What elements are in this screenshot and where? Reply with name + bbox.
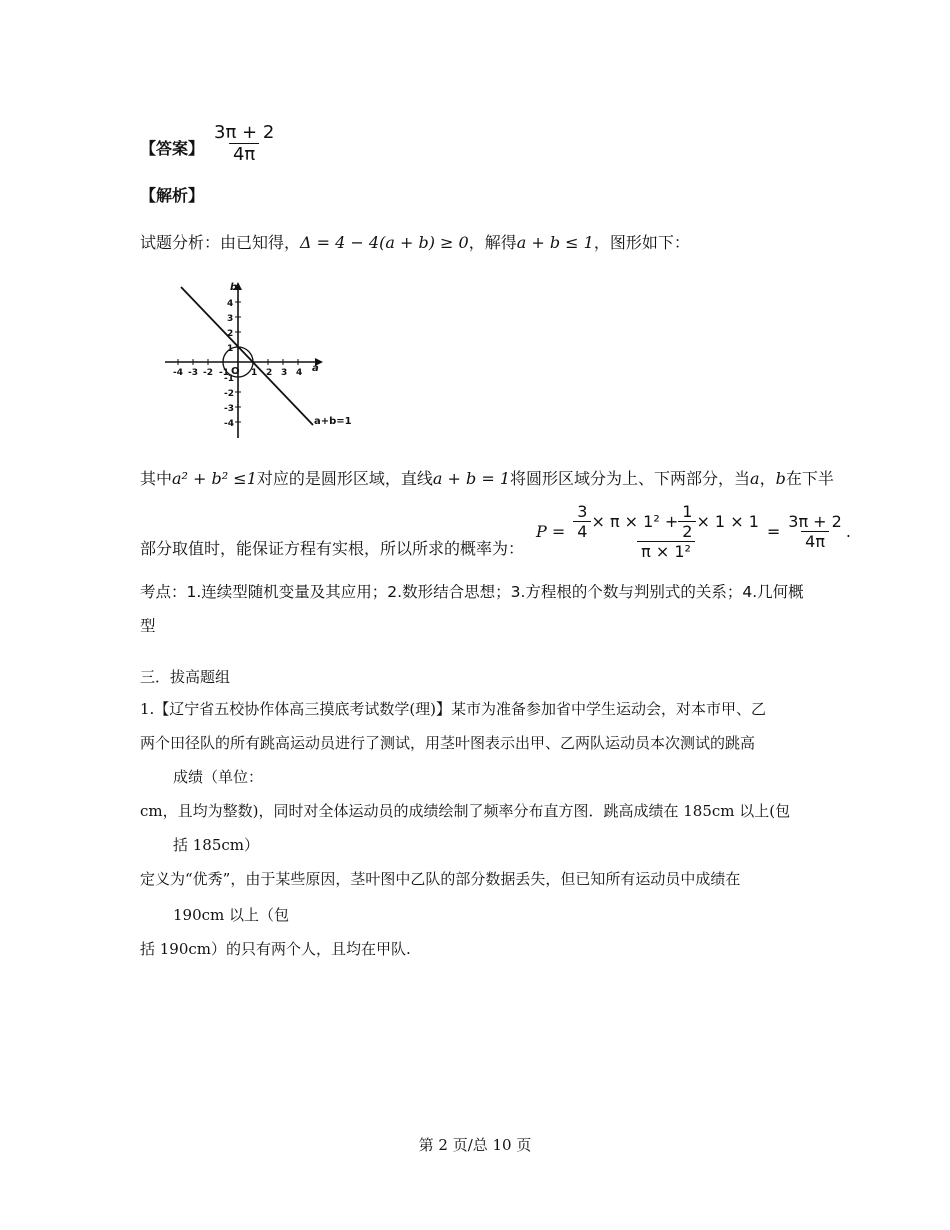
y-tick-label: -2	[224, 389, 234, 399]
x-tick-label: -2	[203, 368, 213, 378]
kaodian-line-2: 型	[140, 617, 156, 635]
y-tick-label: -3	[224, 404, 234, 414]
problem-line-6: 定义为“优秀”，由于某些原因，茎叶图中乙队的部分数据丢失，但已知所有运动员中成绩在	[140, 870, 741, 888]
x-tick-label: -4	[173, 368, 183, 378]
p2-suffix: 在下半	[785, 469, 834, 488]
prob-half-num: 1	[682, 502, 693, 521]
answer-denominator: 4π	[229, 143, 259, 165]
y-tick-label: 2	[227, 329, 234, 339]
prob-denominator: π × 1²	[637, 541, 695, 561]
problem-line-5: 括 185cm）	[173, 836, 260, 854]
line-a-plus-b-eq-1	[181, 287, 313, 425]
problem-line-7: 190cm 以上（包	[173, 906, 290, 924]
answer-fraction	[210, 122, 278, 165]
p2-var-a: a	[750, 469, 760, 488]
paragraph-probability-text: 部分取值时，能保证方程有实根，所以所求的概率为：	[140, 539, 525, 558]
x-axis-label: a	[312, 363, 319, 374]
kaodian-line-1: 考点：1.连续型随机变量及其应用；2.数形结合思想；3.方程根的个数与判别式的关系；4.几何概	[140, 583, 804, 601]
prob-result-num: 3π + 2	[788, 512, 842, 531]
analysis-suffix: ，图形如下：	[593, 233, 690, 252]
prob-half-den: 2	[678, 521, 696, 541]
prob-period: .	[845, 522, 851, 541]
problem-line-1: 1.【辽宁省五校协作体高三摸底考试数学(理)】某市为准备参加省中学生运动会，对本市甲、乙	[140, 700, 767, 718]
x-tick-label: 1	[251, 368, 258, 378]
section-heading: 三．拔高题组	[140, 668, 231, 686]
x-tick-label: 3	[281, 368, 288, 378]
y-tick-label: 4	[227, 299, 234, 309]
answer-label: 【答案】	[140, 139, 205, 158]
y-tick-label: -4	[224, 419, 234, 429]
analysis-result: a + b ≤ 1	[516, 233, 594, 252]
p2-line: a + b = 1	[432, 469, 511, 488]
analysis-label: 【解析】	[140, 186, 205, 205]
x-tick-label: -3	[188, 368, 198, 378]
answer-numerator: 3π + 2	[214, 122, 275, 143]
prob-four: 4	[573, 521, 591, 541]
x-tick-label: 2	[266, 368, 273, 378]
prob-top-mid: × π × 1² +	[591, 512, 679, 531]
problem-line-8: 括 190cm）的只有两个人，且均在甲队.	[140, 940, 411, 958]
problem-line-2: 两个田径队的所有跳高运动员进行了测试，用茎叶图表示出甲、乙两队运动员本次测试的跳高	[140, 734, 756, 752]
prob-equals: =	[766, 522, 781, 541]
analysis-prefix: 试题分析：由已知得，	[140, 233, 301, 252]
line-label: a+b=1	[314, 416, 352, 427]
y-axis-label: b	[230, 282, 238, 293]
p2-var-b: b	[775, 469, 786, 488]
problem-line-4: cm，且均为整数)，同时对全体运动员的成绩绘制了频率分布直方图．跳高成绩在 185cm 以上(包	[140, 802, 791, 820]
p2-prefix: 其中	[140, 469, 173, 488]
prob-p: P =	[536, 522, 566, 541]
paragraph-circle-region	[140, 466, 834, 489]
region-graph	[160, 278, 352, 443]
analysis-line-1	[140, 230, 690, 253]
p2-mid2: 将圆形区域分为上、下两部分，当	[510, 469, 751, 488]
p2-mid1: 对应的是圆形区域，直线	[256, 469, 433, 488]
page-footer: 第 2 页/总 10 页	[418, 1136, 532, 1154]
analysis-middle: ，解得	[468, 233, 517, 252]
origin-label: O	[231, 366, 240, 377]
p2-inequality: a² + b² ≤1	[172, 469, 257, 488]
prob-top-right: × 1 × 1	[696, 512, 759, 531]
x-tick-label: 4	[296, 368, 303, 378]
y-tick-label: 3	[227, 314, 234, 324]
prob-three: 3	[577, 502, 588, 521]
discriminant-formula: Δ = 4 − 4(a + b) ≥ 0	[300, 233, 469, 252]
p2-comma: ，	[759, 469, 776, 488]
y-tick-label: -1	[224, 374, 234, 384]
y-tick-label: 1	[227, 344, 234, 354]
problem-line-3: 成绩（单位：	[173, 768, 264, 786]
x-tick-label: -1	[219, 368, 229, 378]
prob-result-den: 4π	[801, 531, 829, 551]
prob-main-fraction	[569, 502, 763, 561]
probability-formula	[536, 502, 851, 561]
prob-result-fraction	[784, 512, 846, 551]
